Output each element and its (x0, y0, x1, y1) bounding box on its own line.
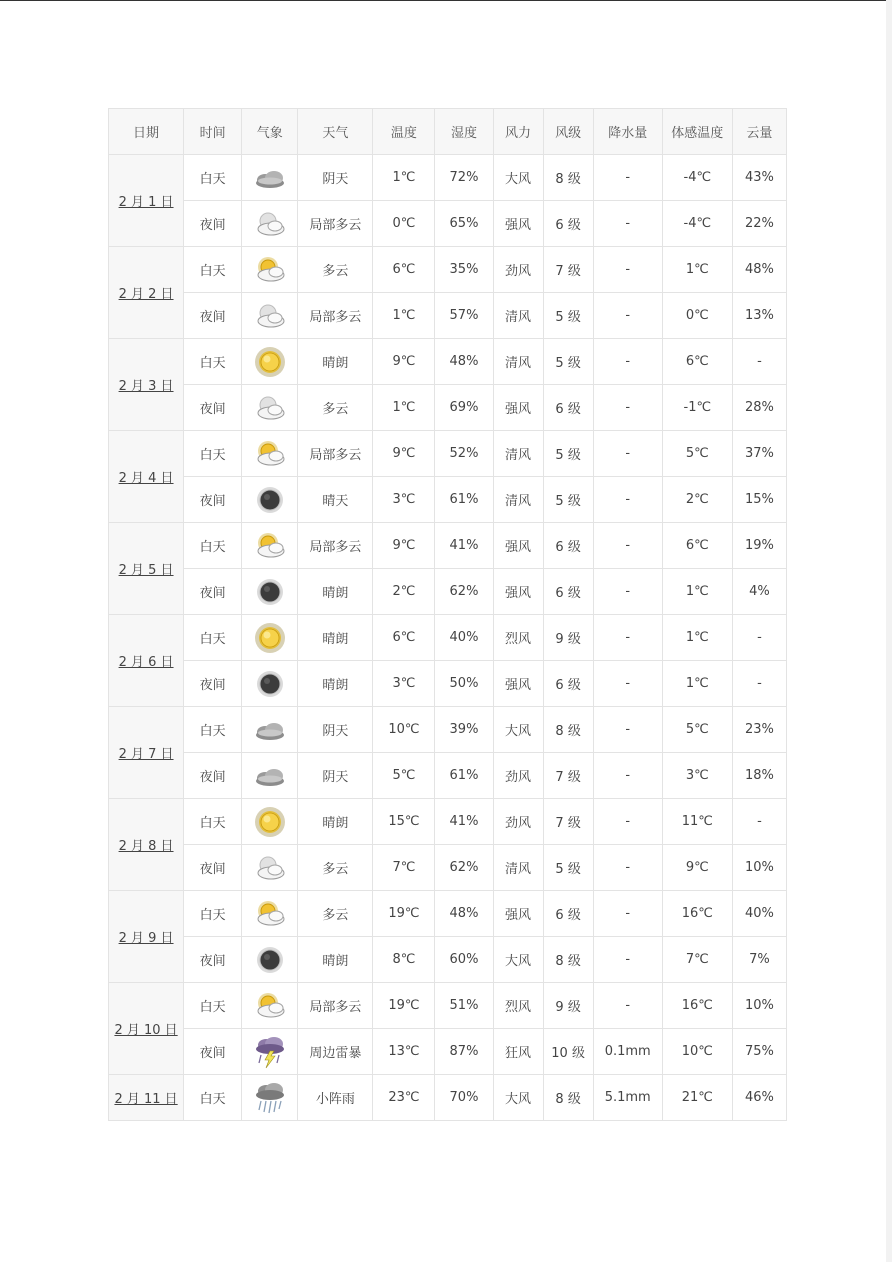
temperature-cell: 0℃ (373, 201, 435, 247)
humidity-cell: 61% (435, 477, 493, 523)
temperature-cell: 9℃ (373, 339, 435, 385)
temperature-cell: 9℃ (373, 523, 435, 569)
date-cell (109, 615, 184, 707)
cloud-cover-cell: - (732, 339, 786, 385)
humidity-cell: 48% (435, 339, 493, 385)
cloud-cover-cell: 23% (732, 707, 786, 753)
weather-cell: 多云 (298, 891, 373, 937)
cloud-cover-cell: 15% (732, 477, 786, 523)
weather-cell: 局部多云 (298, 293, 373, 339)
feels-like-cell: 5℃ (662, 431, 732, 477)
date-link[interactable]: 2 月 6 日 (118, 655, 174, 670)
sunny-icon (242, 339, 298, 385)
wind-level-cell: 10 级 (543, 1029, 593, 1075)
table-row (109, 753, 787, 799)
wind-level-cell: 5 级 (543, 431, 593, 477)
header-date: 日期 (109, 109, 184, 155)
wind-cell: 劲风 (493, 247, 543, 293)
time-cell: 白天 (184, 891, 242, 937)
time-cell: 白天 (184, 431, 242, 477)
table-row (109, 1075, 787, 1121)
partly-cloudy-day-icon (242, 891, 298, 937)
clear-night-icon (242, 661, 298, 707)
temperature-cell: 2℃ (373, 569, 435, 615)
temperature-cell: 1℃ (373, 293, 435, 339)
header-humidity: 湿度 (435, 109, 493, 155)
time-cell: 夜间 (184, 937, 242, 983)
page-top-border (0, 0, 892, 1)
table-row (109, 937, 787, 983)
cloud-cover-cell: 48% (732, 247, 786, 293)
date-cell (109, 1075, 184, 1121)
table-row (109, 569, 787, 615)
precipitation-cell: - (593, 983, 662, 1029)
partly-cloudy-day-icon (242, 247, 298, 293)
humidity-cell: 87% (435, 1029, 493, 1075)
time-cell: 白天 (184, 1075, 242, 1121)
time-cell: 夜间 (184, 293, 242, 339)
sunny-icon (242, 799, 298, 845)
temperature-cell: 1℃ (373, 385, 435, 431)
partly-cloudy-night-icon (242, 293, 298, 339)
partly-cloudy-night-icon (242, 385, 298, 431)
temperature-cell: 10℃ (373, 707, 435, 753)
partly-cloudy-night-icon (242, 845, 298, 891)
cloud-cover-cell: 43% (732, 155, 786, 201)
temperature-cell: 3℃ (373, 661, 435, 707)
weather-cell: 晴朗 (298, 569, 373, 615)
time-cell: 夜间 (184, 201, 242, 247)
precipitation-cell: - (593, 155, 662, 201)
time-cell: 白天 (184, 155, 242, 201)
temperature-cell: 1℃ (373, 155, 435, 201)
cloud-cover-cell: 4% (732, 569, 786, 615)
wind-cell: 强风 (493, 201, 543, 247)
table-row (109, 293, 787, 339)
cloud-cover-cell: - (732, 615, 786, 661)
wind-level-cell: 8 级 (543, 707, 593, 753)
cloud-cover-cell: 13% (732, 293, 786, 339)
feels-like-cell: 2℃ (662, 477, 732, 523)
wind-level-cell: 5 级 (543, 293, 593, 339)
wind-level-cell: 6 级 (543, 891, 593, 937)
precipitation-cell: - (593, 937, 662, 983)
precipitation-cell: - (593, 891, 662, 937)
wind-level-cell: 9 级 (543, 615, 593, 661)
temperature-cell: 5℃ (373, 753, 435, 799)
feels-like-cell: 16℃ (662, 891, 732, 937)
partly-cloudy-day-icon (242, 523, 298, 569)
partly-cloudy-night-icon (242, 201, 298, 247)
wind-cell: 大风 (493, 155, 543, 201)
humidity-cell: 35% (435, 247, 493, 293)
temperature-cell: 19℃ (373, 983, 435, 1029)
cloud-cover-cell: 22% (732, 201, 786, 247)
date-link[interactable]: 2 月 8 日 (118, 839, 174, 854)
weather-cell: 晴天 (298, 477, 373, 523)
wind-cell: 烈风 (493, 983, 543, 1029)
table-row (109, 523, 787, 569)
wind-cell: 大风 (493, 937, 543, 983)
time-cell: 白天 (184, 523, 242, 569)
feels-like-cell: 7℃ (662, 937, 732, 983)
wind-cell: 清风 (493, 845, 543, 891)
humidity-cell: 70% (435, 1075, 493, 1121)
precipitation-cell: - (593, 753, 662, 799)
light-rain-icon (242, 1075, 298, 1121)
time-cell: 白天 (184, 247, 242, 293)
feels-like-cell: 11℃ (662, 799, 732, 845)
wind-level-cell: 8 级 (543, 937, 593, 983)
table-row (109, 707, 787, 753)
table-row (109, 385, 787, 431)
table-row (109, 845, 787, 891)
feels-like-cell: -4℃ (662, 201, 732, 247)
table-row (109, 983, 787, 1029)
cloud-cover-cell: 10% (732, 983, 786, 1029)
date-cell (109, 983, 184, 1075)
overcast-icon (242, 753, 298, 799)
feels-like-cell: 1℃ (662, 661, 732, 707)
precipitation-cell: - (593, 385, 662, 431)
weather-cell: 局部多云 (298, 523, 373, 569)
humidity-cell: 50% (435, 661, 493, 707)
precipitation-cell: - (593, 615, 662, 661)
precipitation-cell: - (593, 569, 662, 615)
humidity-cell: 52% (435, 431, 493, 477)
humidity-cell: 51% (435, 983, 493, 1029)
time-cell: 白天 (184, 707, 242, 753)
feels-like-cell: 3℃ (662, 753, 732, 799)
time-cell: 白天 (184, 799, 242, 845)
wind-level-cell: 6 级 (543, 385, 593, 431)
partly-cloudy-day-icon (242, 983, 298, 1029)
weather-cell: 局部多云 (298, 983, 373, 1029)
time-cell: 夜间 (184, 661, 242, 707)
cloud-cover-cell: 7% (732, 937, 786, 983)
humidity-cell: 72% (435, 155, 493, 201)
cloud-cover-cell: 75% (732, 1029, 786, 1075)
precipitation-cell: - (593, 431, 662, 477)
feels-like-cell: 1℃ (662, 569, 732, 615)
wind-level-cell: 6 级 (543, 661, 593, 707)
sunny-icon (242, 615, 298, 661)
cloud-cover-cell: 19% (732, 523, 786, 569)
table-row (109, 155, 787, 201)
humidity-cell: 62% (435, 845, 493, 891)
cloud-cover-cell: 40% (732, 891, 786, 937)
clear-night-icon (242, 569, 298, 615)
cloud-cover-cell: 46% (732, 1075, 786, 1121)
cloud-cover-cell: 28% (732, 385, 786, 431)
time-cell: 夜间 (184, 1029, 242, 1075)
date-link[interactable]: 2 月 5 日 (118, 563, 174, 578)
cloud-cover-cell: - (732, 661, 786, 707)
time-cell: 白天 (184, 339, 242, 385)
feels-like-cell: 6℃ (662, 339, 732, 385)
precipitation-cell: - (593, 845, 662, 891)
wind-cell: 清风 (493, 293, 543, 339)
date-cell (109, 799, 184, 891)
wind-level-cell: 7 级 (543, 247, 593, 293)
temperature-cell: 15℃ (373, 799, 435, 845)
date-link[interactable]: 2 月 3 日 (118, 379, 174, 394)
weather-cell: 晴朗 (298, 799, 373, 845)
temperature-cell: 6℃ (373, 247, 435, 293)
wind-level-cell: 5 级 (543, 477, 593, 523)
weather-cell: 阴天 (298, 753, 373, 799)
date-cell (109, 431, 184, 523)
header-temperature: 温度 (373, 109, 435, 155)
time-cell: 夜间 (184, 385, 242, 431)
wind-cell: 劲风 (493, 799, 543, 845)
header-feels-like: 体感温度 (662, 109, 732, 155)
precipitation-cell: - (593, 523, 662, 569)
precipitation-cell: - (593, 247, 662, 293)
wind-level-cell: 7 级 (543, 753, 593, 799)
partly-cloudy-day-icon (242, 431, 298, 477)
cloud-cover-cell: 18% (732, 753, 786, 799)
weather-cell: 晴朗 (298, 339, 373, 385)
temperature-cell: 23℃ (373, 1075, 435, 1121)
table-row (109, 661, 787, 707)
humidity-cell: 69% (435, 385, 493, 431)
temperature-cell: 8℃ (373, 937, 435, 983)
precipitation-cell: - (593, 293, 662, 339)
temperature-cell: 7℃ (373, 845, 435, 891)
precipitation-cell: - (593, 477, 662, 523)
precipitation-cell: 5.1mm (593, 1075, 662, 1121)
humidity-cell: 41% (435, 523, 493, 569)
feels-like-cell: 16℃ (662, 983, 732, 1029)
wind-level-cell: 6 级 (543, 201, 593, 247)
weather-cell: 晴朗 (298, 937, 373, 983)
date-link[interactable]: 2 月 1 日 (118, 195, 174, 210)
table-row (109, 247, 787, 293)
wind-cell: 强风 (493, 661, 543, 707)
time-cell: 夜间 (184, 753, 242, 799)
precipitation-cell: - (593, 799, 662, 845)
header-wind: 风力 (493, 109, 543, 155)
temperature-cell: 19℃ (373, 891, 435, 937)
feels-like-cell: -1℃ (662, 385, 732, 431)
feels-like-cell: 0℃ (662, 293, 732, 339)
feels-like-cell: -4℃ (662, 155, 732, 201)
clear-night-icon (242, 477, 298, 523)
date-link[interactable]: 2 月 11 日 (114, 1092, 178, 1107)
header-wind-level: 风级 (543, 109, 593, 155)
feels-like-cell: 21℃ (662, 1075, 732, 1121)
date-cell (109, 155, 184, 247)
table-row (109, 1029, 787, 1075)
feels-like-cell: 9℃ (662, 845, 732, 891)
overcast-icon (242, 707, 298, 753)
humidity-cell: 65% (435, 201, 493, 247)
weather-cell: 多云 (298, 845, 373, 891)
overcast-icon (242, 155, 298, 201)
humidity-cell: 48% (435, 891, 493, 937)
time-cell: 夜间 (184, 477, 242, 523)
wind-cell: 清风 (493, 339, 543, 385)
wind-cell: 烈风 (493, 615, 543, 661)
humidity-cell: 40% (435, 615, 493, 661)
temperature-cell: 3℃ (373, 477, 435, 523)
precipitation-cell: - (593, 201, 662, 247)
weather-cell: 晴朗 (298, 661, 373, 707)
wind-cell: 大风 (493, 707, 543, 753)
header-cloud-cover: 云量 (732, 109, 786, 155)
wind-cell: 强风 (493, 569, 543, 615)
feels-like-cell: 10℃ (662, 1029, 732, 1075)
date-cell (109, 523, 184, 615)
wind-level-cell: 6 级 (543, 569, 593, 615)
humidity-cell: 39% (435, 707, 493, 753)
page-right-shade (886, 0, 892, 1262)
date-link[interactable]: 2 月 4 日 (118, 471, 174, 486)
weather-forecast-table (108, 108, 787, 1121)
date-cell (109, 247, 184, 339)
wind-level-cell: 5 级 (543, 339, 593, 385)
date-cell (109, 339, 184, 431)
weather-cell: 多云 (298, 385, 373, 431)
wind-level-cell: 9 级 (543, 983, 593, 1029)
precipitation-cell: 0.1mm (593, 1029, 662, 1075)
date-cell (109, 707, 184, 799)
wind-cell: 强风 (493, 523, 543, 569)
temperature-cell: 9℃ (373, 431, 435, 477)
time-cell: 白天 (184, 615, 242, 661)
feels-like-cell: 5℃ (662, 707, 732, 753)
precipitation-cell: - (593, 339, 662, 385)
time-cell: 夜间 (184, 845, 242, 891)
clear-night-icon (242, 937, 298, 983)
weather-cell: 阴天 (298, 707, 373, 753)
wind-cell: 强风 (493, 385, 543, 431)
date-link[interactable]: 2 月 9 日 (118, 931, 174, 946)
weather-cell: 局部多云 (298, 431, 373, 477)
date-cell (109, 891, 184, 983)
time-cell: 夜间 (184, 569, 242, 615)
table-row (109, 891, 787, 937)
date-link[interactable]: 2 月 2 日 (118, 287, 174, 302)
weather-cell: 小阵雨 (298, 1075, 373, 1121)
wind-level-cell: 5 级 (543, 845, 593, 891)
cloud-cover-cell: 10% (732, 845, 786, 891)
weather-cell: 多云 (298, 247, 373, 293)
table-row (109, 615, 787, 661)
weather-cell: 周边雷暴 (298, 1029, 373, 1075)
header-time: 时间 (184, 109, 242, 155)
wind-level-cell: 6 级 (543, 523, 593, 569)
wind-cell: 狂风 (493, 1029, 543, 1075)
table-row (109, 799, 787, 845)
table-row (109, 201, 787, 247)
wind-level-cell: 7 级 (543, 799, 593, 845)
wind-cell: 清风 (493, 477, 543, 523)
table-row (109, 431, 787, 477)
thunderstorm-icon (242, 1029, 298, 1075)
header-icon: 气象 (242, 109, 298, 155)
precipitation-cell: - (593, 661, 662, 707)
time-cell: 白天 (184, 983, 242, 1029)
weather-cell: 局部多云 (298, 201, 373, 247)
weather-cell: 阴天 (298, 155, 373, 201)
humidity-cell: 41% (435, 799, 493, 845)
precipitation-cell: - (593, 707, 662, 753)
table-row (109, 477, 787, 523)
cloud-cover-cell: 37% (732, 431, 786, 477)
header-row (109, 109, 787, 155)
feels-like-cell: 1℃ (662, 615, 732, 661)
temperature-cell: 13℃ (373, 1029, 435, 1075)
wind-cell: 劲风 (493, 753, 543, 799)
humidity-cell: 60% (435, 937, 493, 983)
cloud-cover-cell: - (732, 799, 786, 845)
humidity-cell: 62% (435, 569, 493, 615)
wind-level-cell: 8 级 (543, 1075, 593, 1121)
humidity-cell: 57% (435, 293, 493, 339)
table-row (109, 339, 787, 385)
wind-cell: 大风 (493, 1075, 543, 1121)
feels-like-cell: 1℃ (662, 247, 732, 293)
feels-like-cell: 6℃ (662, 523, 732, 569)
temperature-cell: 6℃ (373, 615, 435, 661)
wind-level-cell: 8 级 (543, 155, 593, 201)
humidity-cell: 61% (435, 753, 493, 799)
header-weather: 天气 (298, 109, 373, 155)
weather-cell: 晴朗 (298, 615, 373, 661)
date-link[interactable]: 2 月 7 日 (118, 747, 174, 762)
wind-cell: 强风 (493, 891, 543, 937)
wind-cell: 清风 (493, 431, 543, 477)
date-link[interactable]: 2 月 10 日 (114, 1023, 178, 1038)
header-precipitation: 降水量 (593, 109, 662, 155)
